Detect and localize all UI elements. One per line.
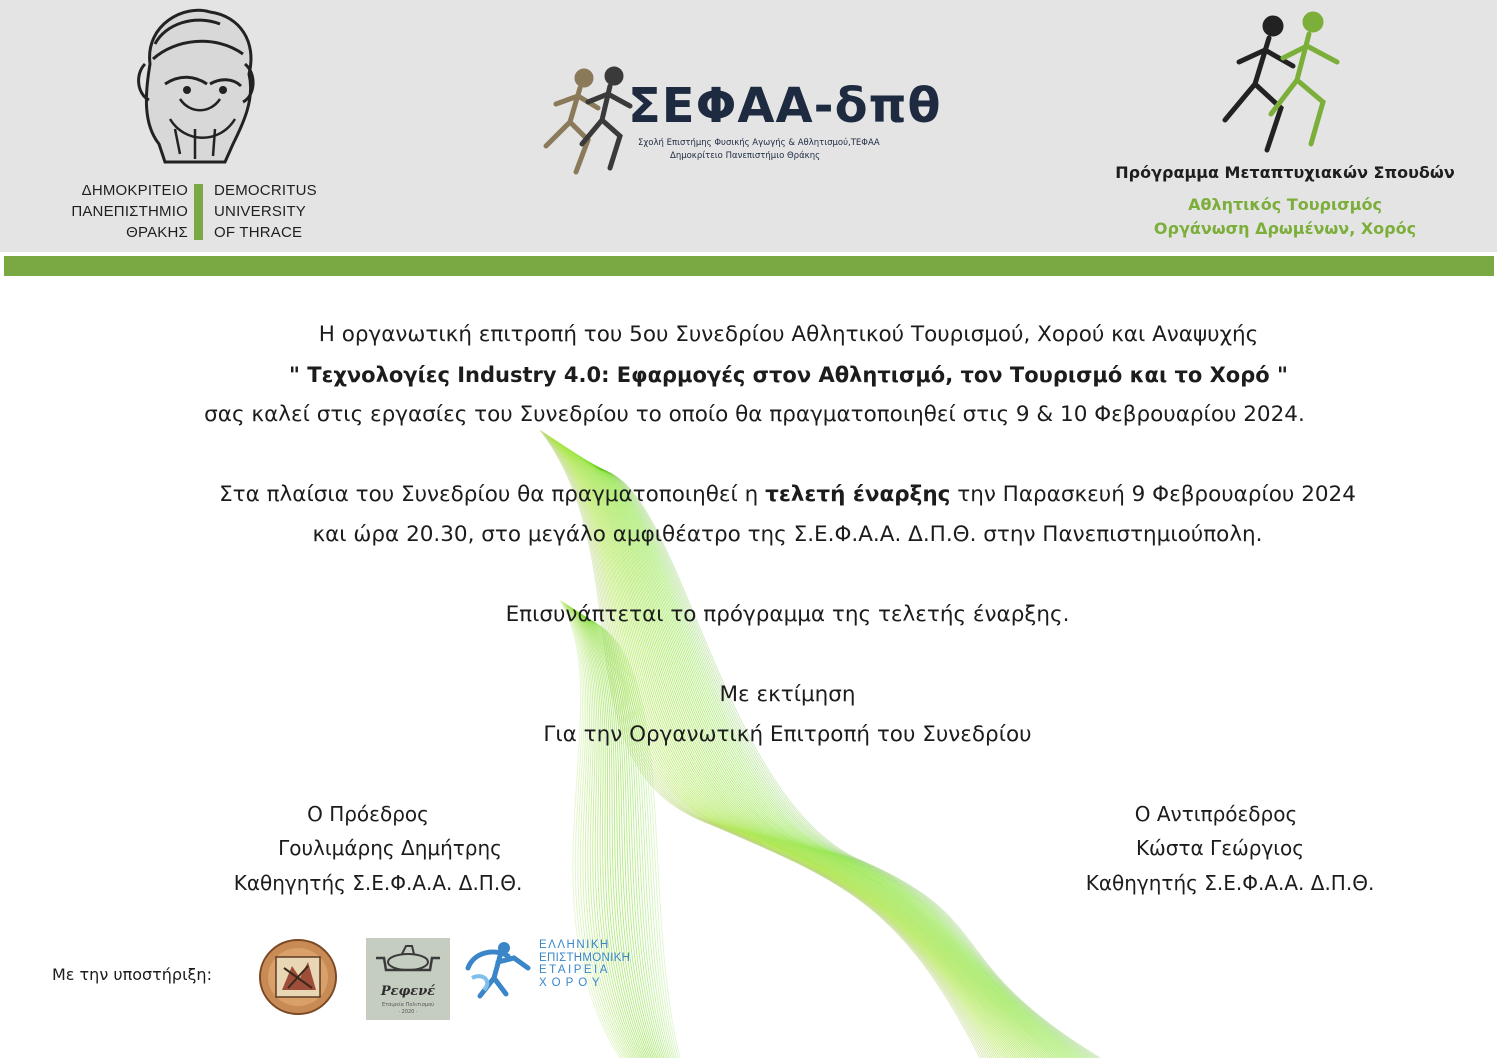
invite-line: σας καλεί στις εργασίες του Συνεδρίου το οποίο θα πραγματοποιηθεί στις 9 & 10 Φεβρουαρίου 2024.	[204, 402, 1305, 427]
opening-ceremony-line	[0, 482, 1497, 507]
president-title: Καθηγητής Σ.Ε.Φ.Α.Α. Δ.Π.Θ.	[233, 871, 523, 895]
opening-post: την Παρασκευή 9 Φεβρουαρίου 2024	[950, 482, 1356, 507]
university-english-line-1: DEMOCRITUS	[214, 182, 317, 199]
intro-line: Η οργανωτική επιτροπή του 5ου Συνεδρίου Αθλητικού Τουρισμού, Χορού και Αναψυχής	[318, 322, 1259, 347]
bread-board-icon	[372, 944, 444, 980]
sefaa-logo	[520, 62, 942, 187]
support-label: Με την υποστήριξη:	[52, 965, 212, 984]
university-greek-line-1: ΔΗΜΟΚΡΙΤΕΙΟ	[81, 182, 188, 199]
program-line-2: Οργάνωση Δρωμένων, Χορός	[1153, 219, 1417, 238]
closing-line-1: Με εκτίμηση	[719, 682, 856, 707]
sponsor-3-logo	[464, 938, 654, 1002]
program-line-1: Αθλητικός Τουρισμός	[1188, 195, 1382, 214]
program-title: Πρόγραμμα Μεταπτυχιακών Σπουδών	[1115, 163, 1455, 182]
sponsor-1-logo	[258, 938, 338, 1016]
header-accent-bar	[4, 256, 1494, 276]
president-name: Γουλιμάρης Δημήτρης	[278, 836, 502, 860]
sefaa-logo-text: ΣΕΦΑΑ-δπθ	[628, 78, 942, 134]
sponsor-3-line-1: ΕΛΛΗΝΙΚΗ	[539, 939, 610, 951]
university-english-line-3: OF THRACE	[214, 224, 303, 241]
dancers-icon	[464, 938, 534, 1002]
democritus-university-logo	[60, 0, 340, 250]
program-runners-icon	[1215, 10, 1355, 160]
university-greek-line-2: ΠΑΝΕΠΙΣΤΗΜΙΟ	[71, 203, 188, 220]
university-english-line-2: UNIVERSITY	[214, 203, 307, 220]
sponsor-2-caption: Εταιρεία Πολιτισμού · 2020 ·	[381, 1002, 435, 1015]
sefaa-subtitle-1: Σχολή Επιστήμης Φυσικής Αγωγής & Αθλητισμού,ΤΕΦΑΑ	[638, 138, 880, 148]
opening-bold: τελετή έναρξης	[765, 482, 951, 507]
closing-line-2: Για την Οργανωτική Επιτροπή του Συνεδρίου	[543, 722, 1032, 747]
sponsor-3-line-4: ΧΟΡΟΥ	[539, 976, 605, 989]
opening-pre: Στα πλαίσια του Συνεδρίου θα πραγματοποιηθεί η	[219, 482, 766, 507]
attachment-line: Επισυνάπτεται το πρόγραμμα της τελετής έναρξης.	[505, 602, 1070, 627]
sponsor-3-line-3: ΕΤΑΙΡΕΙΑ	[539, 964, 610, 976]
vice-president-title: Καθηγητής Σ.Ε.Φ.Α.Α. Δ.Π.Θ.	[1085, 871, 1375, 895]
university-logo-divider	[194, 184, 203, 240]
vice-president-role: Ο Αντιπρόεδρος	[1134, 802, 1298, 826]
conference-title: " Τεχνολογίες Industry 4.0: Εφαρμογές στον Αθλητισμό, τον Τουρισμό και το Χορό "	[289, 363, 1288, 387]
vice-president-name: Κώστα Γεώργιος	[1135, 836, 1305, 860]
president-role: Ο Πρόεδρος	[307, 802, 429, 826]
university-greek-line-3: ΘΡΑΚΗΣ	[126, 224, 188, 241]
opening-ceremony-line-2: και ώρα 20.30, στο μεγάλο αμφιθέατρο της Σ.Ε.Φ.Α.Α. Δ.Π.Θ. στην Πανεπιστημιούπολη.	[312, 522, 1263, 547]
democritus-bust-icon	[125, 4, 265, 164]
sponsor-2-logo	[366, 938, 450, 1020]
sponsor-3-line-2: ΕΠΙΣΤΗΜΟΝΙΚΗ	[539, 951, 631, 964]
sponsor-2-name: Ρεφενέ	[380, 984, 436, 999]
sefaa-subtitle-2: Δημοκρίτειο Πανεπιστήμιο Θράκης	[670, 151, 821, 161]
